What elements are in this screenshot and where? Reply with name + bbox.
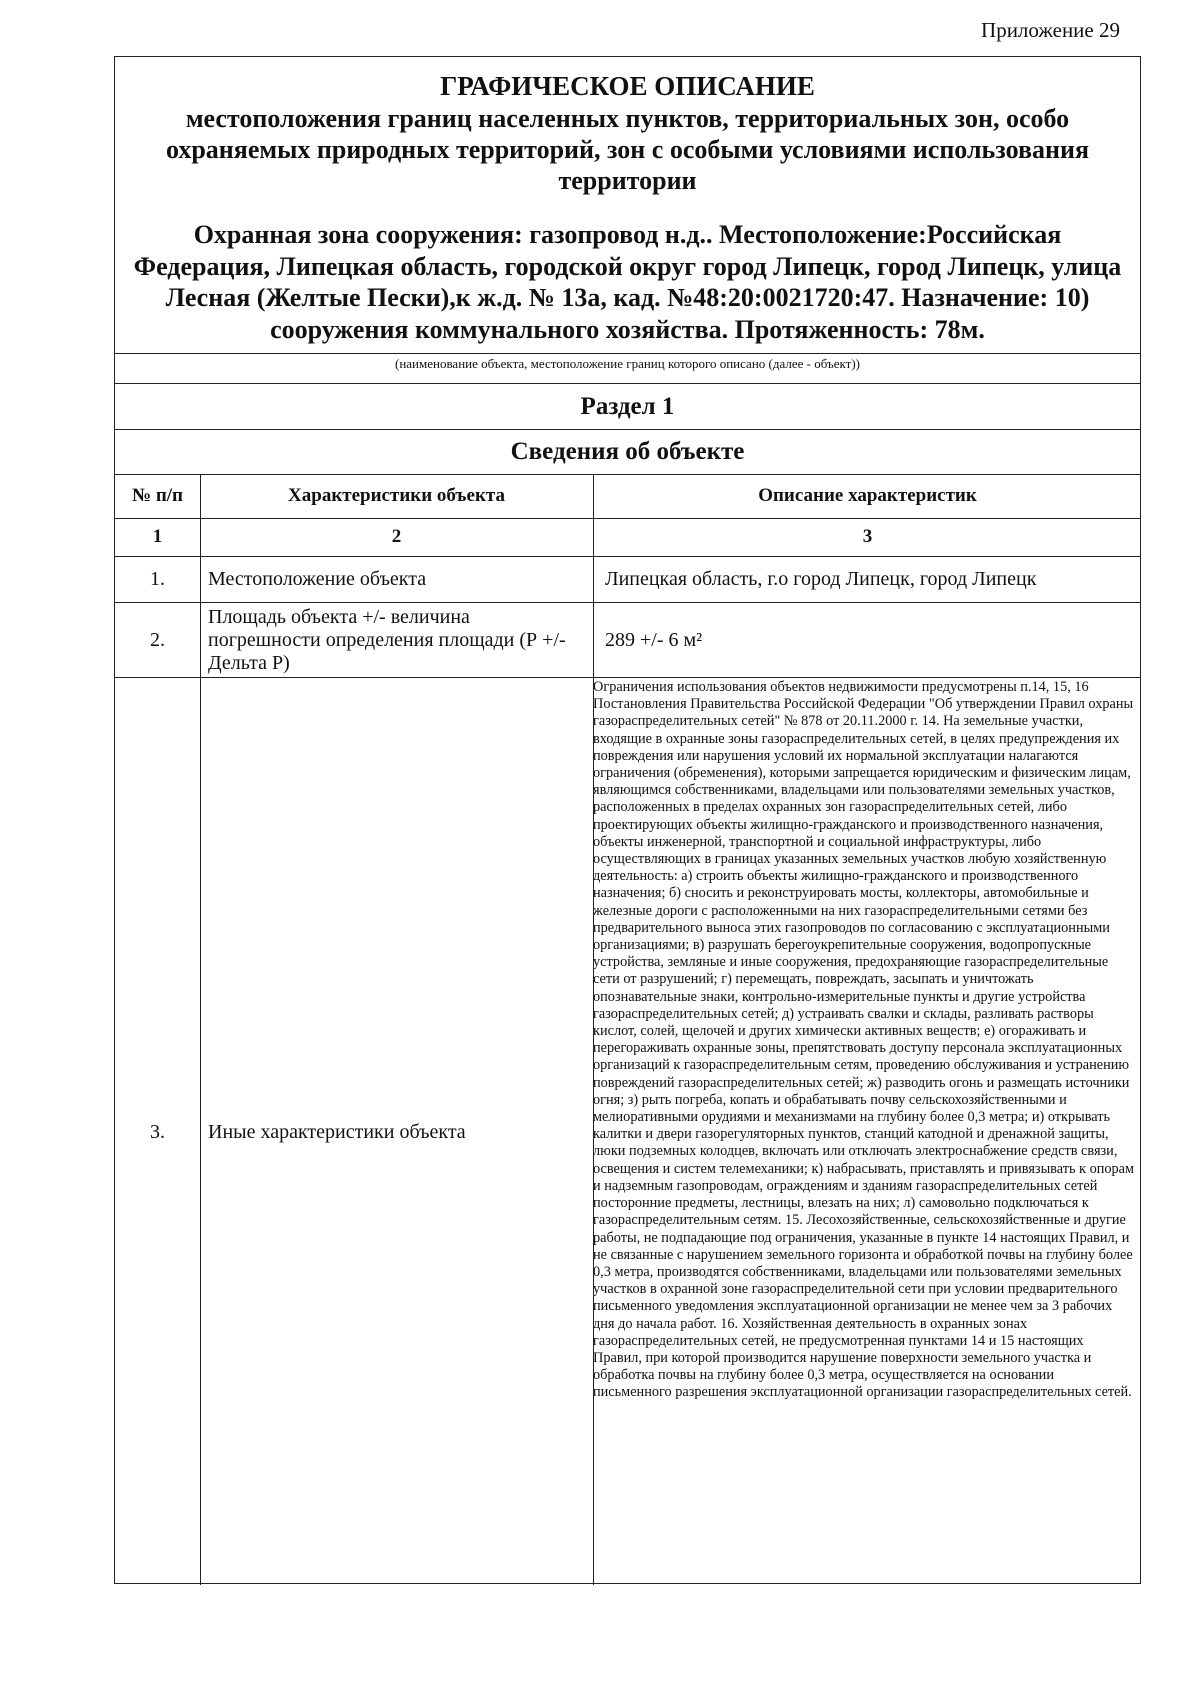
column-number: 2: [391, 526, 402, 547]
document-title: ГРАФИЧЕСКОЕ ОПИСАНИЕ: [440, 71, 815, 101]
column-number: 1: [152, 526, 163, 547]
divider: [115, 429, 1140, 430]
row-characteristic: Площадь объекта +/- величина погрешности определения площади (Р +/- Дельта Р): [208, 605, 566, 674]
column-header-characteristic: Характеристики объекта: [288, 485, 505, 506]
row-number: 1.: [150, 567, 165, 590]
column-header-num: № п/п: [131, 485, 184, 506]
object-caption: (наименование объекта, местоположение границ которого описано (далее - объект)): [115, 353, 1140, 376]
document-header: [115, 57, 1140, 353]
divider: [115, 474, 1140, 475]
row-description-long: Ограничения использования объектов недвижимости предусмотрены п.14, 15, 16 Постановления Правительства Российской Федерации "Об утверждении Правил охраны газораспределительных сетей" № 878 от 20.11.2000 г. 14. На земельные участки, входящие в охранные зоны газораспределительных сетей, в целях предупреждения их повреждения или нарушения условий их нормальной эксплуатации налагаются ограничения (обременения), которыми запрещается юридическим и физическим лицам, являющимся собственниками, владельцами или пользователями земельных участков, расположенных в пределах охранных зон газораспределительных сетей, либо проектирующих объекты жилищно-гражданского и производственного назначения, объекты инженерной, транспортной и социальной инфраструктуры, либо осуществляющих в границах указанных земельных участков любую хозяйственную деятельность: а) строить объекты жилищно-гражданского и производственного назначения; б) сносить и реконструировать мосты, коллекторы, автомобильные и железные дороги с расположенными на них газораспределительными сетями без предварительного выноса этих газопроводов по согласованию с эксплуатационными организациями; в) разрушать берегоукрепительные сооружения, водопропускные устройства, земляные и иные сооружения, предохраняющие газораспределительные сети от разрушений; г) перемещать, повреждать, засыпать и уничтожать опознавательные знаки, контрольно-измерительные пункты и другие устройства газораспределительных сетей; д) устраивать свалки и склады, разливать растворы кислот, солей, щелочей и других химически активных веществ; е) огораживать и перегораживать охранные зоны, препятствовать доступу персонала эксплуатационных организаций к газораспределительным сетям, проведению обслуживания и устранению повреждений газораспределительных сетей; ж) разводить огонь и размещать источники огня; з) рыть погреба, копать и обрабатывать почву сельскохозяйственными и мелиоративными орудиями и механизмами на глубину более 0,3 метра; и) открывать калитки и двери газорегуляторных пунктов, станций катодной и дренажной защиты, люки подземных колодцев, включать или отключать электроснабжение средств связи, освещения и систем телемеханики; к) набрасывать, приставлять и привязывать к опорам и надземным газопроводам, ограждениям и зданиям газораспределительных сетей посторонние предметы, лестницы, влезать на них; л) самовольно подключаться к газораспределительным сетям. 15. Лесохозяйственные, сельскохозяйственные и другие работы, не подпадающие под ограничения, указанные в пункте 14 настоящих Правил, и не связанные с нарушением земельного горизонта и обработкой почвы на глубину более 0,3 метра, производятся собственниками, владельцами или пользователями земельных участков в охранной зоне газораспределительной сети при условии предварительного письменного уведомления эксплуатационной организации не менее чем за 3 рабочих дня до начала работ. 16. Хозяйственная деятельность в охранных зонах газораспределительных сетей, не предусмотренная пунктами 14 и 15 настоящих Правил, при которой производится нарушение поверхности земельного участка и обработка почвы на глубину более 0,3 метра, осуществляется на основании письменного разрешения эксплуатационной организации газораспределительных сетей.: [593, 679, 1135, 1401]
row-description: 289 +/- 6 м²: [605, 628, 703, 651]
section-title: Раздел 1: [580, 393, 675, 420]
column-divider: [200, 474, 201, 1585]
document-frame: [114, 56, 1141, 1584]
column-number: 3: [862, 526, 873, 547]
row-description: Липецкая область, г.о город Липецк, город Липецк: [605, 567, 1037, 590]
document-subtitle: местоположения границ населенных пунктов, территориальных зон, особо охраняемых природных территорий, зон с особыми условиями использования территории: [165, 104, 1090, 195]
column-header-description: Описание характеристик: [758, 485, 977, 506]
divider: [115, 383, 1140, 384]
row-number: 2.: [150, 628, 165, 651]
divider: [115, 677, 1140, 678]
column-divider: [593, 474, 594, 1585]
row-characteristic: Местоположение объекта: [208, 567, 427, 590]
row-characteristic: Иные характеристики объекта: [208, 1120, 466, 1143]
row-number: 3.: [150, 1120, 165, 1143]
appendix-label: Приложение 29: [981, 18, 1120, 42]
object-description: Охранная зона сооружения: газопровод н.д.. Местоположение:Российская Федерация, Липецкая область, городской округ город Липецк, город Липецк, улица Лесная (Желтые Пески),к ж.д. № 13а, кад. №48:20:0021720:47. Назначение: 10) сооружения коммунального хозяйства. Протяженность: 78м.: [133, 220, 1122, 344]
section-subtitle: Сведения об объекте: [510, 438, 745, 465]
